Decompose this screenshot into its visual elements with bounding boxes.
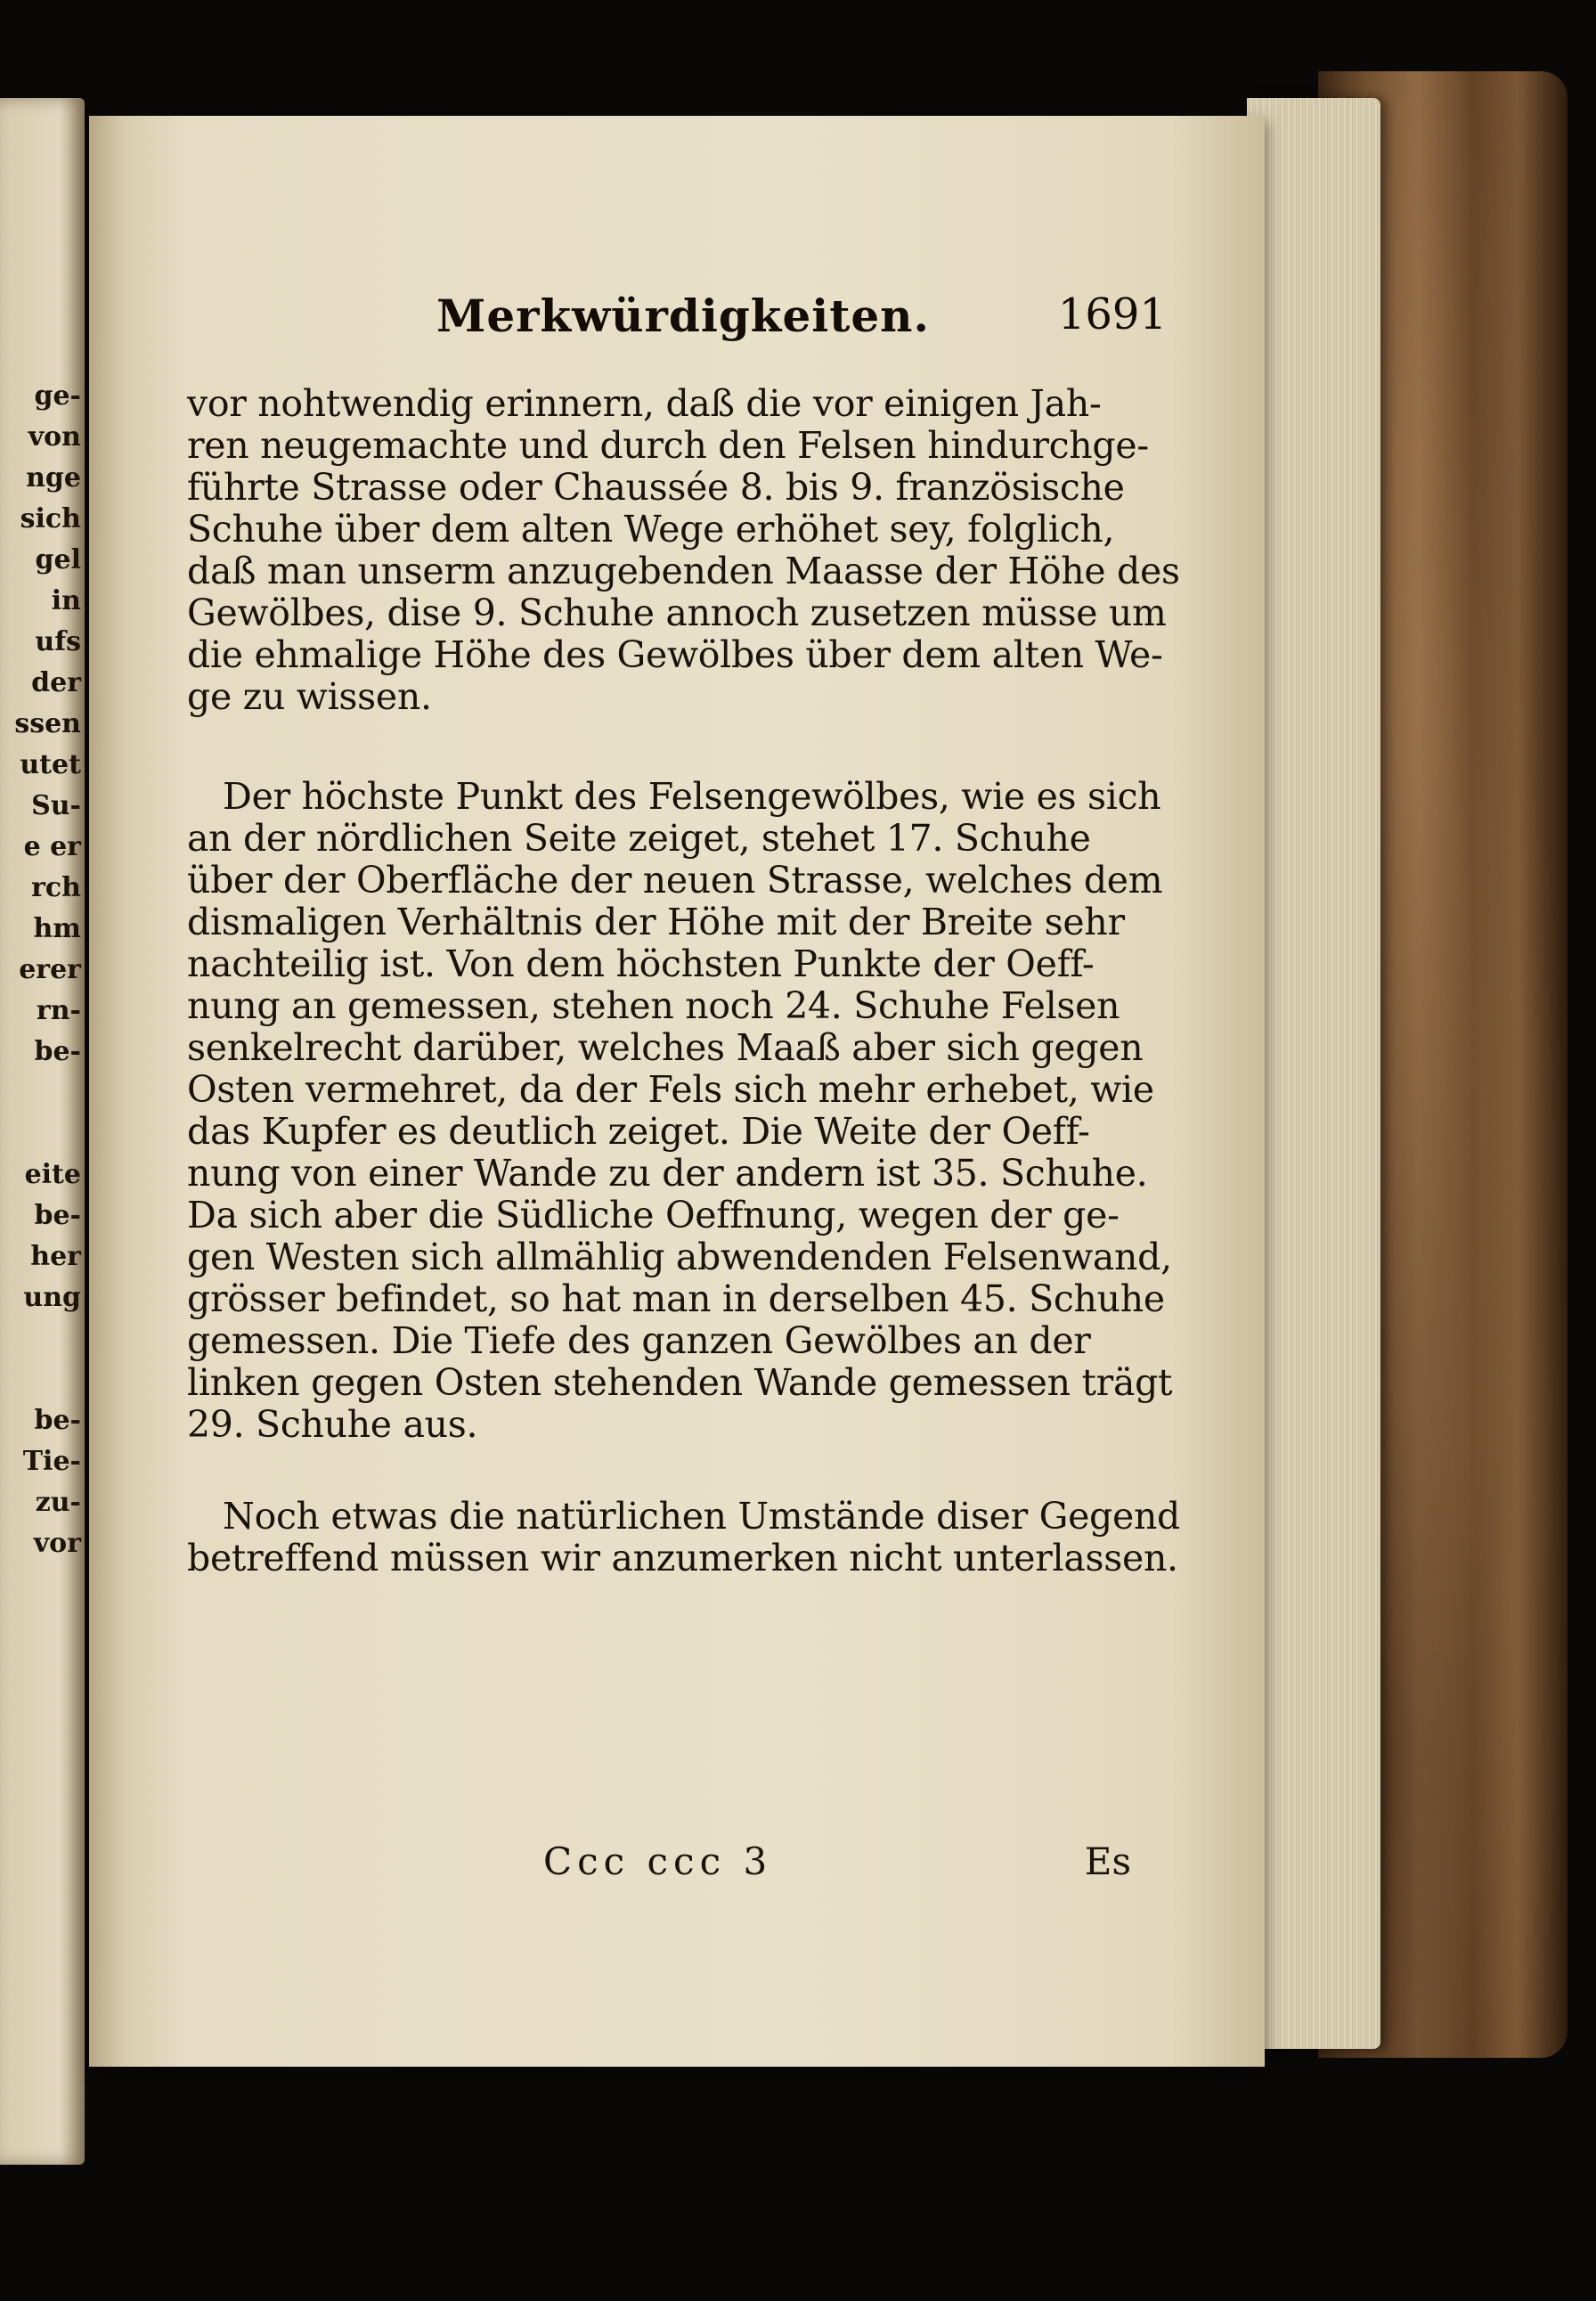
text-line: Osten vermehret, da der Fels sich mehr erhebet, wie <box>187 1068 1154 1111</box>
left-fragment: ufs <box>35 626 81 657</box>
left-fragment: sich <box>20 503 81 534</box>
left-fragment: ssen <box>14 708 81 739</box>
left-fragment: erer <box>19 954 81 985</box>
text-line: nung von einer Wande zu der andern ist 35. Schuhe. <box>187 1152 1148 1195</box>
left-fragment: Tie- <box>22 1446 81 1477</box>
text-line: gen Westen sich allmählig abwendenden Felsenwand, <box>187 1236 1172 1278</box>
text-line: dismaligen Verhältnis der Höhe mit der Breite sehr <box>187 901 1125 943</box>
book-page <box>89 116 1265 2067</box>
text-line: das Kupfer es deutlich zeiget. Die Weite der Oeff- <box>187 1110 1090 1153</box>
left-fragment: in <box>51 585 81 616</box>
text-line: nachteilig ist. Von dem höchsten Punkte der Oeff- <box>187 942 1095 985</box>
left-fragment: von <box>28 421 81 453</box>
paragraph <box>187 1495 1181 1579</box>
left-fragment: nge <box>26 462 81 494</box>
left-fragment: rn- <box>36 995 81 1026</box>
left-fragment: hm <box>33 913 81 944</box>
left-facing-page <box>0 98 85 2165</box>
text-line: Schuhe über dem alten Wege erhöhet sey, folglich, <box>187 508 1115 551</box>
page-header <box>436 290 1167 361</box>
text-line: gemessen. Die Tiefe des ganzen Gewölbes an der <box>187 1319 1091 1362</box>
signature-mark: Ccc ccc 3 <box>543 1840 773 1883</box>
left-fragment: ung <box>23 1282 81 1313</box>
text-line: die ehmalige Höhe des Gewölbes über dem alten We- <box>187 633 1163 676</box>
body-text <box>187 382 1181 1579</box>
left-fragment: der <box>31 667 81 698</box>
text-line: nung an gemessen, stehen noch 24. Schuhe Felsen <box>187 984 1120 1027</box>
left-fragment: zu- <box>35 1487 81 1518</box>
text-line: linken gegen Osten stehenden Wande gemessen trägt <box>187 1361 1173 1404</box>
left-fragment: gel <box>35 544 81 575</box>
left-page-text-fragments <box>5 376 81 1564</box>
text-line: an der nördlichen Seite zeiget, stehet 17. Schuhe <box>187 817 1091 860</box>
text-line: senkelrecht darüber, welches Maaß aber sich gegen <box>187 1026 1144 1069</box>
text-line: grösser befindet, so hat man in derselben 45. Schuhe <box>187 1277 1165 1320</box>
page-number: 1691 <box>1057 290 1167 339</box>
page-edges <box>1247 98 1380 2049</box>
text-line: Noch etwas die natürlichen Umstände diser Gegend <box>223 1495 1181 1538</box>
left-fragment: be- <box>34 1200 81 1231</box>
text-line: ren neugemachte und durch den Felsen hindurchge- <box>187 424 1149 467</box>
text-line: Gewölbes, dise 9. Schuhe annoch zusetzen müsse um <box>187 592 1167 634</box>
left-fragment: ge- <box>34 380 81 412</box>
left-fragment: Su- <box>31 790 81 821</box>
left-fragment: e er <box>23 831 81 862</box>
text-line: Da sich aber die Südliche Oeffnung, wegen der ge- <box>187 1194 1120 1236</box>
text-line: über der Oberfläche der neuen Strasse, welches dem <box>187 859 1163 902</box>
left-fragment: utet <box>20 749 81 780</box>
left-fragment: rch <box>31 872 81 903</box>
catchword: Es <box>1084 1840 1131 1883</box>
text-line: betreffend müssen wir anzumerken nicht unterlassen. <box>187 1537 1178 1579</box>
left-fragment: be- <box>34 1036 81 1067</box>
text-line: ge zu wissen. <box>187 675 432 718</box>
left-fragment: vor <box>33 1528 81 1559</box>
text-line: 29. Schuhe aus. <box>187 1403 478 1446</box>
text-line: daß man unserm anzugebenden Maasse der Höhe des <box>187 550 1180 592</box>
left-fragment: her <box>30 1241 81 1272</box>
paragraph <box>187 382 1180 718</box>
text-line: vor nohtwendig erinnern, daß die vor einigen Jah- <box>187 382 1102 425</box>
left-fragment: eite <box>24 1159 81 1190</box>
text-line: Der höchste Punkt des Felsengewölbes, wie es sich <box>223 775 1161 818</box>
page-footer <box>543 1840 1131 1893</box>
running-head: Merkwürdigkeiten. <box>436 290 930 342</box>
text-line: führte Strasse oder Chaussée 8. bis 9. französische <box>187 466 1125 509</box>
paragraph <box>187 775 1173 1446</box>
left-fragment: be- <box>34 1405 81 1436</box>
